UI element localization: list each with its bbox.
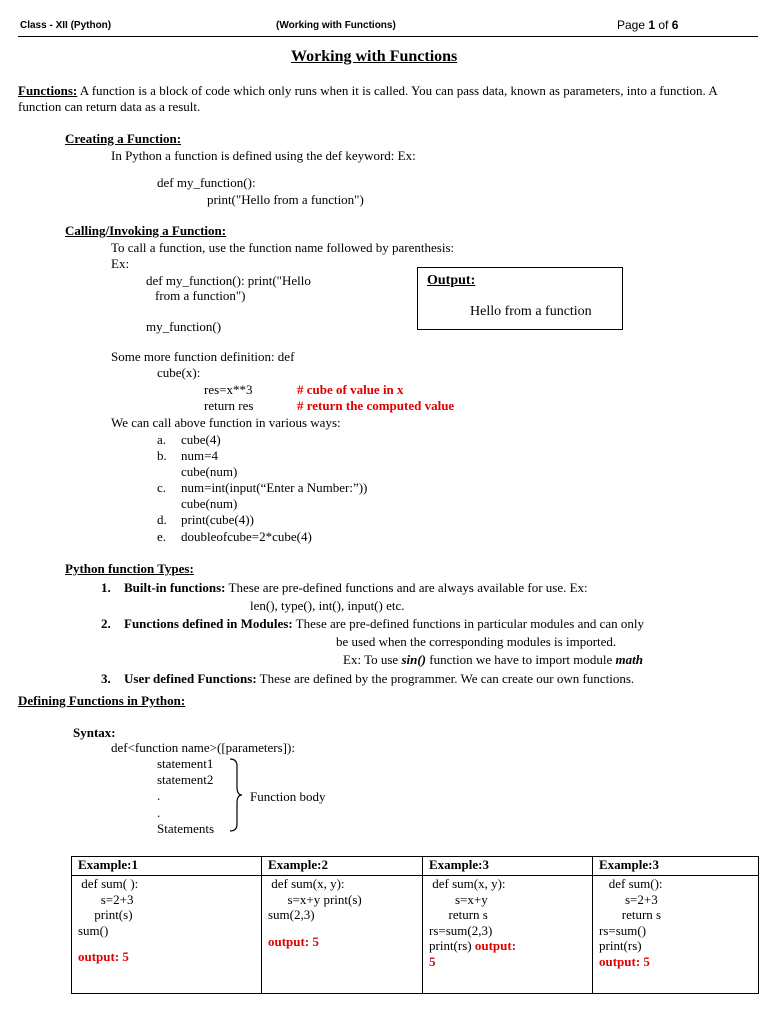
intro-paragraph: Functions: A function is a block of code which only runs when it is called. You can pass data, known as parameters, into a function. A function can return data as a result.: [18, 83, 718, 114]
example-3-title: Example:3: [423, 857, 593, 876]
types-heading: Python function Types:: [65, 561, 194, 576]
syntax-body: [157, 756, 214, 837]
list-item: c. num=int(input(“Enter a Number:”)): [157, 480, 368, 496]
example-3-output: output:: [474, 938, 517, 953]
example-2-output: output: 5: [268, 933, 319, 949]
more-text-2: cube(x):: [157, 365, 201, 380]
header-class: Class - XII (Python): [20, 20, 112, 31]
type-1-number: 1.: [101, 580, 111, 595]
body-line: statement1: [157, 756, 214, 771]
type-2-text-cont: be used when the corresponding modules is imported.: [336, 634, 617, 649]
cube-comment-2: # return the computed value: [297, 398, 455, 413]
example-3-output-value: 5: [429, 953, 436, 969]
type-3-number: 3.: [101, 671, 111, 686]
example-1-code: def sum( ): s=2+3 print(s) sum() output: 5: [72, 876, 262, 994]
cube-code-2: return res: [204, 398, 254, 413]
syntax-label: Syntax:: [73, 725, 116, 740]
body-line: .: [157, 804, 161, 820]
call-ways-list: [157, 432, 367, 545]
list-item-cont: cube(num): [181, 464, 238, 480]
list-item: a. cube(4): [157, 432, 221, 447]
example-3-code: def sum(x, y): s=x+y return s rs=sum(2,3) print(rs) output: 5: [423, 876, 593, 994]
header-topic: (Working with Functions): [276, 20, 396, 31]
output-box: [417, 267, 623, 330]
list-item: d. print(cube(4)): [157, 512, 254, 528]
cube-code-1: res=x**3: [204, 382, 253, 397]
type-3-text: User defined Functions: These are defined by the programmer. We can create our own functions.: [124, 671, 635, 686]
creating-text: In Python a function is defined using the def keyword: Ex:: [111, 148, 416, 163]
body-line: Statements: [157, 820, 215, 836]
example-4-code: def sum(): s=2+3 return s rs=sum() print(rs) output: 5: [593, 876, 759, 994]
ways-text: We can call above function in various ways:: [111, 415, 341, 430]
defining-heading: Defining Functions in Python:: [18, 693, 186, 708]
list-item: e. doubleofcube=2*cube(4): [157, 528, 312, 544]
output-label: Output:: [427, 273, 476, 288]
body-line: statement2: [157, 772, 214, 788]
calling-code-1: def my_function(): print("Hello: [146, 273, 311, 288]
example-4-output: output: 5: [599, 953, 650, 969]
example-2-title: Example:2: [262, 857, 423, 876]
page-title: Working with Functions: [291, 48, 458, 65]
calling-code-2: from a function"): [155, 288, 246, 303]
output-value: Hello from a function: [470, 304, 592, 319]
curly-brace-icon: [228, 757, 252, 833]
header-page-number: Page 1 of 6: [617, 18, 679, 32]
calling-code-3: my_function(): [146, 319, 222, 334]
type-2-text: Functions defined in Modules: These are pre-defined functions in particular modules and can only: [124, 616, 645, 631]
example-2-code: def sum(x, y): s=x+y print(s) sum(2,3) output: 5: [262, 876, 423, 994]
examples-table: [71, 856, 759, 994]
list-item: b. num=4: [157, 448, 218, 464]
example-1-output: output: 5: [78, 949, 129, 964]
type-1-text: Built-in functions: These are pre-defined functions and are always available for use. Ex:: [124, 580, 588, 595]
calling-text-2: Ex:: [111, 256, 130, 271]
more-text-1: Some more function definition: def: [111, 349, 295, 364]
body-line: .: [157, 788, 161, 804]
type-1-example: len(), type(), int(), input() etc.: [250, 598, 405, 613]
calling-heading: Calling/Invoking a Function:: [65, 223, 227, 238]
example-4-title: Example:3: [593, 857, 759, 876]
header-rule: [18, 36, 758, 37]
type-2-example: Ex: To use sin() function we have to import module math: [343, 652, 644, 667]
list-item-cont: cube(num): [181, 496, 238, 512]
example-1-title: Example:1: [72, 857, 262, 876]
creating-heading: Creating a Function:: [65, 131, 182, 146]
cube-comment-1: # cube of value in x: [297, 382, 404, 397]
function-body-label: Function body: [250, 789, 326, 804]
creating-code-2: print("Hello from a function"): [207, 192, 364, 207]
creating-code-1: def my_function():: [157, 175, 256, 190]
syntax-line: def<function name>([parameters]):: [111, 740, 295, 755]
calling-text-1: To call a function, use the function name followed by parenthesis:: [111, 240, 455, 255]
type-2-number: 2.: [101, 616, 111, 631]
